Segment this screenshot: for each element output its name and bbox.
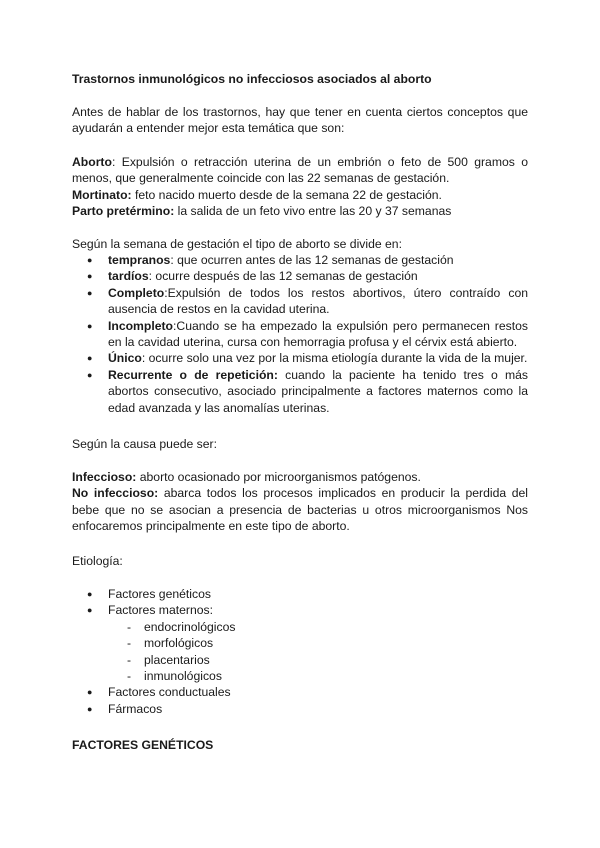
by-cause-intro: Según la causa puede ser:: [72, 437, 218, 451]
list-item: - placentarios: [72, 652, 528, 668]
list-item: ● Factores maternos:: [72, 602, 528, 618]
list-item: - inmunológicos: [72, 668, 528, 684]
section-heading: FACTORES GENÉTICOS: [72, 738, 214, 752]
list-item: ● tardíos: ocurre después de las 12 semanas de gestación: [72, 268, 528, 284]
abortion-types-list: [72, 252, 528, 416]
list-item: - endocrinológicos: [72, 619, 528, 635]
list-item: ● Único: ocurre solo una vez por la misma etiología durante la vida de la mujer.: [72, 350, 528, 366]
list-item: ● Recurrente o de repetición: cuando la paciente ha tenido tres o más abortos consecutivo, asociado principalmente a factores maternos como la edad avanzada y las anomalías uterinas.: [72, 367, 528, 416]
list-item: ● Incompleto:Cuando se ha empezado la expulsión pero permanecen restos en la cavidad uterina, cursa con hemorragia profusa y el cérvix está abierto.: [72, 318, 528, 351]
maternal-sublist: [72, 619, 528, 685]
intro-paragraph: Antes de hablar de los trastornos, hay que tener en cuenta ciertos conceptos que ayudarán a entender mejor esta temática que son:: [72, 105, 528, 136]
definition-aborto: Aborto: Expulsión o retracción uterina de un embrión o feto de 500 gramos o menos, que generalmente coincide con las 22 semanas de gestación.: [72, 155, 528, 186]
list-item: ● Factores conductuales: [72, 684, 528, 700]
list-item: ● Factores genéticos: [72, 586, 528, 602]
etiology-label: Etiología:: [72, 554, 123, 568]
definitions-block: [72, 154, 528, 220]
definition-parto-pretermino: Parto pretérmino: la salida de un feto vivo entre las 20 y 37 semanas: [72, 204, 452, 219]
list-item: ● Completo:Expulsión de todos los restos abortivos, útero contraído con ausencia de restos en la cavidad uterina.: [72, 285, 528, 318]
by-week-intro: Según la semana de gestación el tipo de aborto se divide en:: [72, 237, 402, 251]
causes-block: [72, 469, 528, 535]
definition-mortinato: Mortinato: feto nacido muerto desde de la semana 22 de gestación.: [72, 187, 442, 202]
etiology-list: [72, 586, 528, 717]
cause-infeccioso: Infeccioso: aborto ocasionado por microorganismos patógenos.: [72, 470, 421, 484]
list-item: ● Fármacos: [72, 701, 528, 717]
cause-no-infeccioso: No infeccioso: abarca todos los procesos implicados en producir la perdida del bebe que no se asocian a presencia de bacterias u otros microorganismos Nos enfocaremos principalmente en este tipo de aborto.: [72, 486, 529, 534]
document-title: Trastornos inmunológicos no infecciosos asociados al aborto: [72, 72, 432, 86]
list-item: ● tempranos: que ocurren antes de las 12 semanas de gestación: [72, 252, 528, 268]
list-item: - morfológicos: [72, 635, 528, 651]
